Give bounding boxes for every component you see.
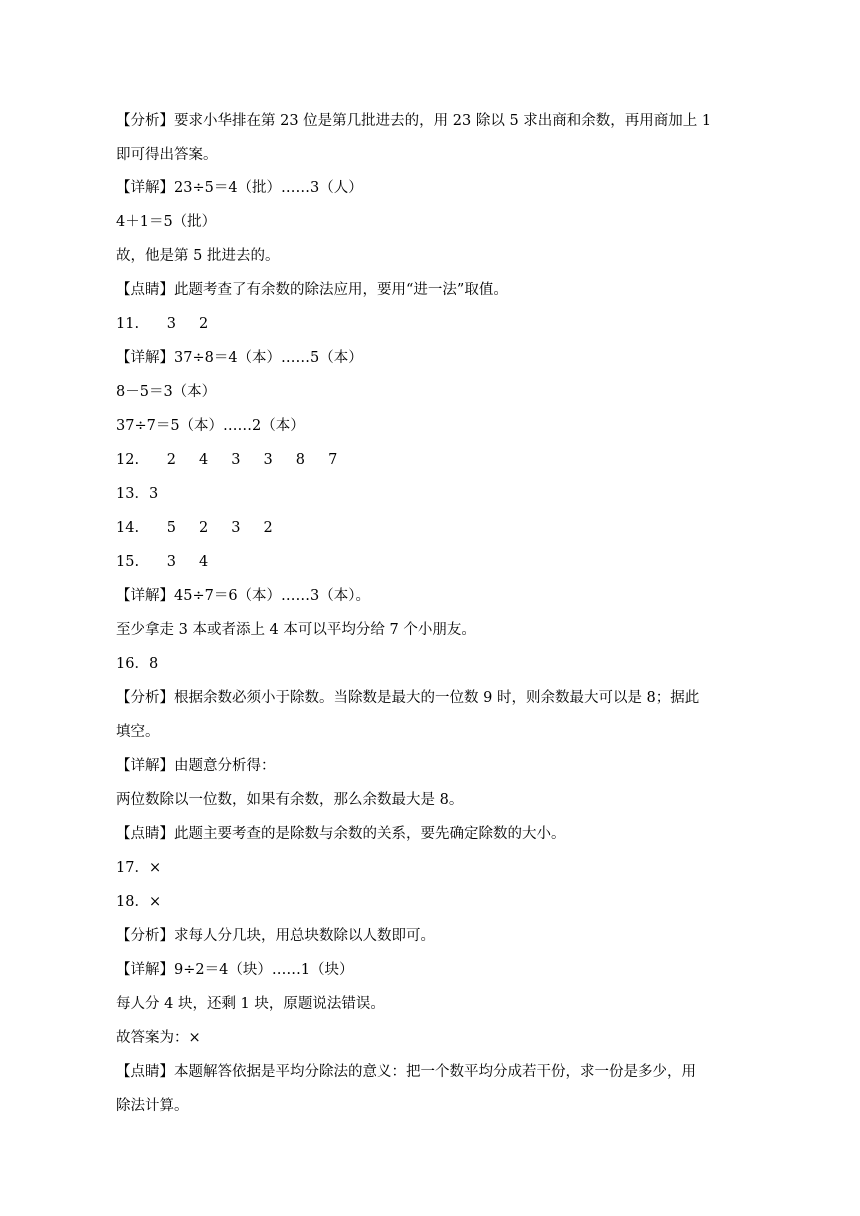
text-line: 【点睛】本题解答依据是平均分除法的意义：把一个数平均分成若干份，求一份是多少，用 bbox=[116, 1064, 696, 1080]
text-line: 除法计算。 bbox=[116, 1098, 189, 1114]
text-line: 填空。 bbox=[116, 724, 160, 740]
text-line: 【点睛】此题主要考查的是除数与余数的关系，要先确定除数的大小。 bbox=[116, 826, 566, 842]
text-line: 【分析】要求小华排在第 23 位是第几批进去的，用 23 除以 5 求出商和余数，再用商加上 1 bbox=[116, 113, 712, 129]
text-line: 4＋1＝5（批） bbox=[116, 214, 217, 230]
text-line: 【详解】45÷7＝6（本）……3（本）。 bbox=[116, 588, 371, 604]
text-line: 每人分 4 块，还剩 1 块，原题说法错误。 bbox=[116, 996, 385, 1012]
text-line: 故答案为：× bbox=[116, 1030, 201, 1046]
text-line: 【分析】根据余数必须小于除数。当除数是最大的一位数 9 时，则余数最大可以是 8；据此 bbox=[116, 690, 700, 706]
answer-line: 14. 5 2 3 2 bbox=[116, 520, 273, 536]
answer-line: 16．8 bbox=[116, 656, 159, 672]
answer-line: 17．× bbox=[116, 860, 162, 876]
text-line: 【详解】37÷8＝4（本）……5（本） bbox=[116, 350, 363, 366]
text-line: 【分析】求每人分几块，用总块数除以人数即可。 bbox=[116, 928, 435, 944]
text-line: 至少拿走 3 本或者添上 4 本可以平均分给 7 个小朋友。 bbox=[116, 622, 476, 638]
text-line: 【点睛】此题考查了有余数的除法应用，要用“进一法”取值。 bbox=[116, 282, 508, 298]
text-line: 【详解】由题意分析得： bbox=[116, 758, 276, 774]
text-line: 故，他是第 5 批进去的。 bbox=[116, 248, 280, 264]
text-line: 即可得出答案。 bbox=[116, 147, 218, 163]
text-line: 37÷7＝5（本）……2（本） bbox=[116, 418, 305, 434]
answer-line: 11. 3 2 bbox=[116, 316, 209, 332]
answer-line: 18．× bbox=[116, 894, 162, 910]
text-line: 【详解】23÷5＝4（批）……3（人） bbox=[116, 180, 363, 196]
text-line: 【详解】9÷2＝4（块）……1（块） bbox=[116, 962, 354, 978]
answer-line: 13．3 bbox=[116, 486, 159, 502]
text-line: 8－5＝3（本） bbox=[116, 384, 217, 400]
answer-line: 12. 2 4 3 3 8 7 bbox=[116, 452, 338, 468]
answer-line: 15. 3 4 bbox=[116, 554, 209, 570]
text-line: 两位数除以一位数，如果有余数，那么余数最大是 8。 bbox=[116, 792, 464, 808]
